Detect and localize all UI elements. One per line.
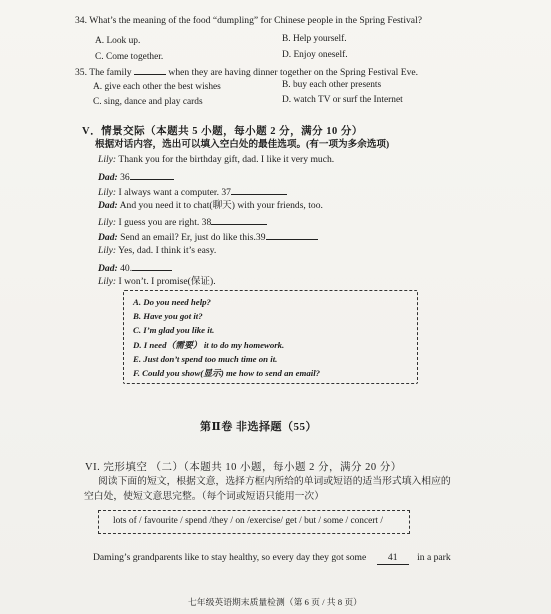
speaker-label: Lily: (98, 217, 117, 228)
q35-stem (75, 65, 418, 79)
choice-b: B. Have you got it? (133, 311, 203, 321)
section6-instruction-1: 阅读下面的短文，根据文意，选择方框内所给的单词或短语的适当形式填入相应的 (98, 476, 451, 487)
dialogue-line-1 (98, 154, 334, 166)
speaker-label: Lily: (98, 154, 117, 165)
choice-a: A. Do you need help? (133, 297, 211, 307)
part2-title: 第Ⅱ卷 非选择题（55） (200, 421, 318, 433)
speaker-label: Dad: (98, 172, 118, 183)
dialogue-text: 40. (120, 263, 133, 274)
choice-d: D. I need（需要） it to do my homework. (133, 340, 285, 350)
section5-instruction: 根据对话内容，选出可以填入空白处的最佳选项。(有一项为多余选项) (95, 139, 390, 150)
speaker-label: Dad: (98, 263, 118, 274)
page-footer: 七年级英语期末质量检测（第 6 页 / 共 8 页） (188, 597, 362, 607)
q35-stem-after: when they are having dinner together on the Spring Festival Eve. (168, 67, 419, 78)
word-box-text: lots of / favourite / spend /they / on /exercise/ get / but / some / concert / (113, 516, 383, 526)
answer-blank-37 (231, 185, 287, 195)
dialogue-text: I won’t. I promise(保证). (118, 276, 216, 287)
dialogue-text: I always want a computer. 37 (118, 187, 231, 198)
dialogue-text: 36 (120, 172, 130, 183)
dialogue-text: And you need it to chat(聊天) with your friends, too. (119, 200, 323, 211)
passage-after: in a park (417, 552, 451, 563)
q34-option-a: A. Look up. (95, 36, 141, 46)
q34-option-d: D. Enjoy oneself. (282, 50, 348, 60)
choice-f: F. Could you show(显示) me how to send an email? (133, 368, 321, 378)
q35-stem-before: 35. The family (75, 67, 132, 78)
passage-line (93, 552, 451, 565)
dialogue-line-5 (98, 215, 267, 229)
speaker-label: Lily: (98, 245, 117, 256)
answer-blank-36 (130, 170, 174, 180)
speaker-label: Lily: (98, 276, 117, 287)
q35-blank (134, 65, 166, 75)
dialogue-line-9 (98, 276, 216, 288)
choice-c: C. I’m glad you like it. (133, 325, 215, 335)
dialogue-line-3 (98, 185, 287, 199)
dialogue-text: Yes, dad. I think it’s easy. (118, 245, 217, 256)
section5-title: V．情景交际（本题共 5 小题，每小题 2 分，满分 10 分） (82, 126, 363, 137)
dialogue-line-6 (98, 230, 318, 244)
section6-title: VI. 完形填空 （二）（本题共 10 小题，每小题 2 分，满分 20 分） (85, 462, 402, 473)
q35-option-a: A. give each other the best wishes (93, 82, 221, 92)
dialogue-line-8 (98, 261, 172, 275)
dialogue-text: Thank you for the birthday gift, dad. I like it very much. (118, 154, 335, 165)
dialogue-text: I guess you are right. 38 (118, 217, 212, 228)
answer-blank-40 (132, 261, 172, 271)
q35-option-c: C. sing, dance and play cards (93, 97, 203, 107)
q35-option-d: D. watch TV or surf the Internet (282, 95, 403, 105)
dialogue-line-7 (98, 245, 216, 257)
q34-option-c: C. Come together. (95, 52, 164, 62)
dialogue-text: Send an email? Er, just do like this.39 (120, 232, 266, 243)
choice-e: E. Just don’t spend too much time on it. (133, 354, 278, 364)
answer-blank-41: 41 (377, 552, 409, 565)
answer-blank-39 (266, 230, 318, 240)
q34-stem: 34. What’s the meaning of the food “dumpling” for Chinese people in the Spring Festival? (75, 15, 422, 26)
dialogue-line-2 (98, 170, 174, 184)
dialogue-line-4 (98, 200, 323, 212)
answer-blank-38 (211, 215, 267, 225)
passage-before: Daming’s grandparents like to stay healthy, so every day they got some (93, 552, 367, 563)
speaker-label: Dad: (98, 232, 118, 243)
q35-option-b: B. buy each other presents (282, 80, 382, 90)
section6-instruction-2: 空白处，使短文意思完整。（每个词或短语只能用一次） (84, 491, 325, 502)
speaker-label: Lily: (98, 187, 117, 198)
q34-option-b: B. Help yourself. (282, 34, 347, 44)
speaker-label: Dad: (98, 200, 118, 211)
